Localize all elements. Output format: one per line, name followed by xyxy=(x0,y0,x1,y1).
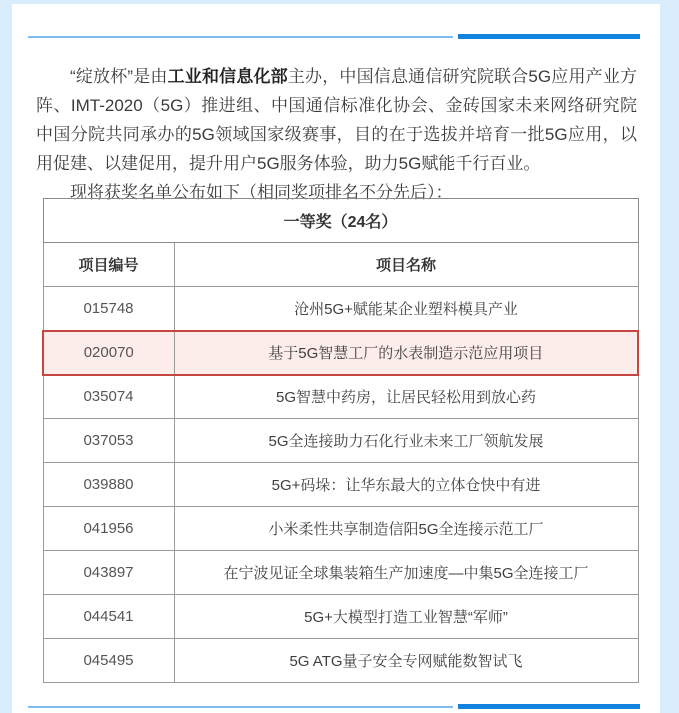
table-title: 一等奖（24名） xyxy=(43,199,638,243)
project-name-cell: 沧州5G+赋能某企业塑料模具产业 xyxy=(174,287,638,331)
top-divider-accent-line xyxy=(458,34,640,39)
project-id-cell: 045495 xyxy=(43,639,174,683)
bottom-divider xyxy=(12,703,660,709)
intro-paragraph xyxy=(36,62,637,178)
article-card xyxy=(12,4,660,713)
project-name-cell: 5G智慧中药房，让居民轻松用到放心药 xyxy=(174,375,638,419)
project-id-cell: 041956 xyxy=(43,507,174,551)
column-header-project-id: 项目编号 xyxy=(43,243,174,287)
table-row xyxy=(43,639,638,683)
project-name-cell: 5G+大模型打造工业智慧“军师” xyxy=(174,595,638,639)
project-id-cell: 015748 xyxy=(43,287,174,331)
bottom-divider-thin-line xyxy=(28,706,453,708)
bottom-divider-accent-line xyxy=(458,704,640,709)
article-body xyxy=(36,62,637,207)
awards-table-container xyxy=(42,198,637,683)
table-row xyxy=(43,463,638,507)
project-id-cell: 039880 xyxy=(43,463,174,507)
highlighted-row xyxy=(43,331,638,375)
table-title-row xyxy=(43,199,638,243)
project-name-cell: 5G+码垛：让华东最大的立体仓快中有进 xyxy=(174,463,638,507)
project-id-cell: 020070 xyxy=(43,331,174,375)
project-name-cell: 小米柔性共享制造信阳5G全连接示范工厂 xyxy=(174,507,638,551)
project-id-cell: 043897 xyxy=(43,551,174,595)
column-header-project-name: 项目名称 xyxy=(174,243,638,287)
project-name-cell: 在宁波见证全球集装箱生产加速度—中集5G全连接工厂 xyxy=(174,551,638,595)
project-name-cell: 5G ATG量子安全专网赋能数智试飞 xyxy=(174,639,638,683)
organizer-bold-text: 工业和信息化部 xyxy=(167,67,288,86)
intro-text-post: 主办，中国信息通信研究院联合5G应用产业方阵、IMT-2020（5G）推进组、中国通信标准化协会、金砖国家未来网络研究院中国分院共同承办的5G领域国家级赛事，目的在于选拔并培育一批5G应用，以用促建、以建促用，提升用户5G服务体验，助力5G赋能千行百业。 xyxy=(36,67,637,173)
project-id-cell: 037053 xyxy=(43,419,174,463)
project-id-cell: 035074 xyxy=(43,375,174,419)
project-name-cell: 5G全连接助力石化行业未来工厂领航发展 xyxy=(174,419,638,463)
announcement-line: 现将获奖名单公布如下（相同奖项排名不分先后）： xyxy=(70,183,453,202)
awards-table xyxy=(42,198,639,683)
project-name-cell: 基于5G智慧工厂的水表制造示范应用项目 xyxy=(174,331,638,375)
intro-text-pre: “绽放杯”是由 xyxy=(70,67,168,86)
project-id-cell: 044541 xyxy=(43,595,174,639)
table-row xyxy=(43,375,638,419)
table-row xyxy=(43,507,638,551)
table-row xyxy=(43,287,638,331)
table-row xyxy=(43,419,638,463)
table-row xyxy=(43,551,638,595)
top-divider xyxy=(12,33,660,39)
table-row xyxy=(43,595,638,639)
table-header-row xyxy=(43,243,638,287)
top-divider-thin-line xyxy=(28,36,453,38)
